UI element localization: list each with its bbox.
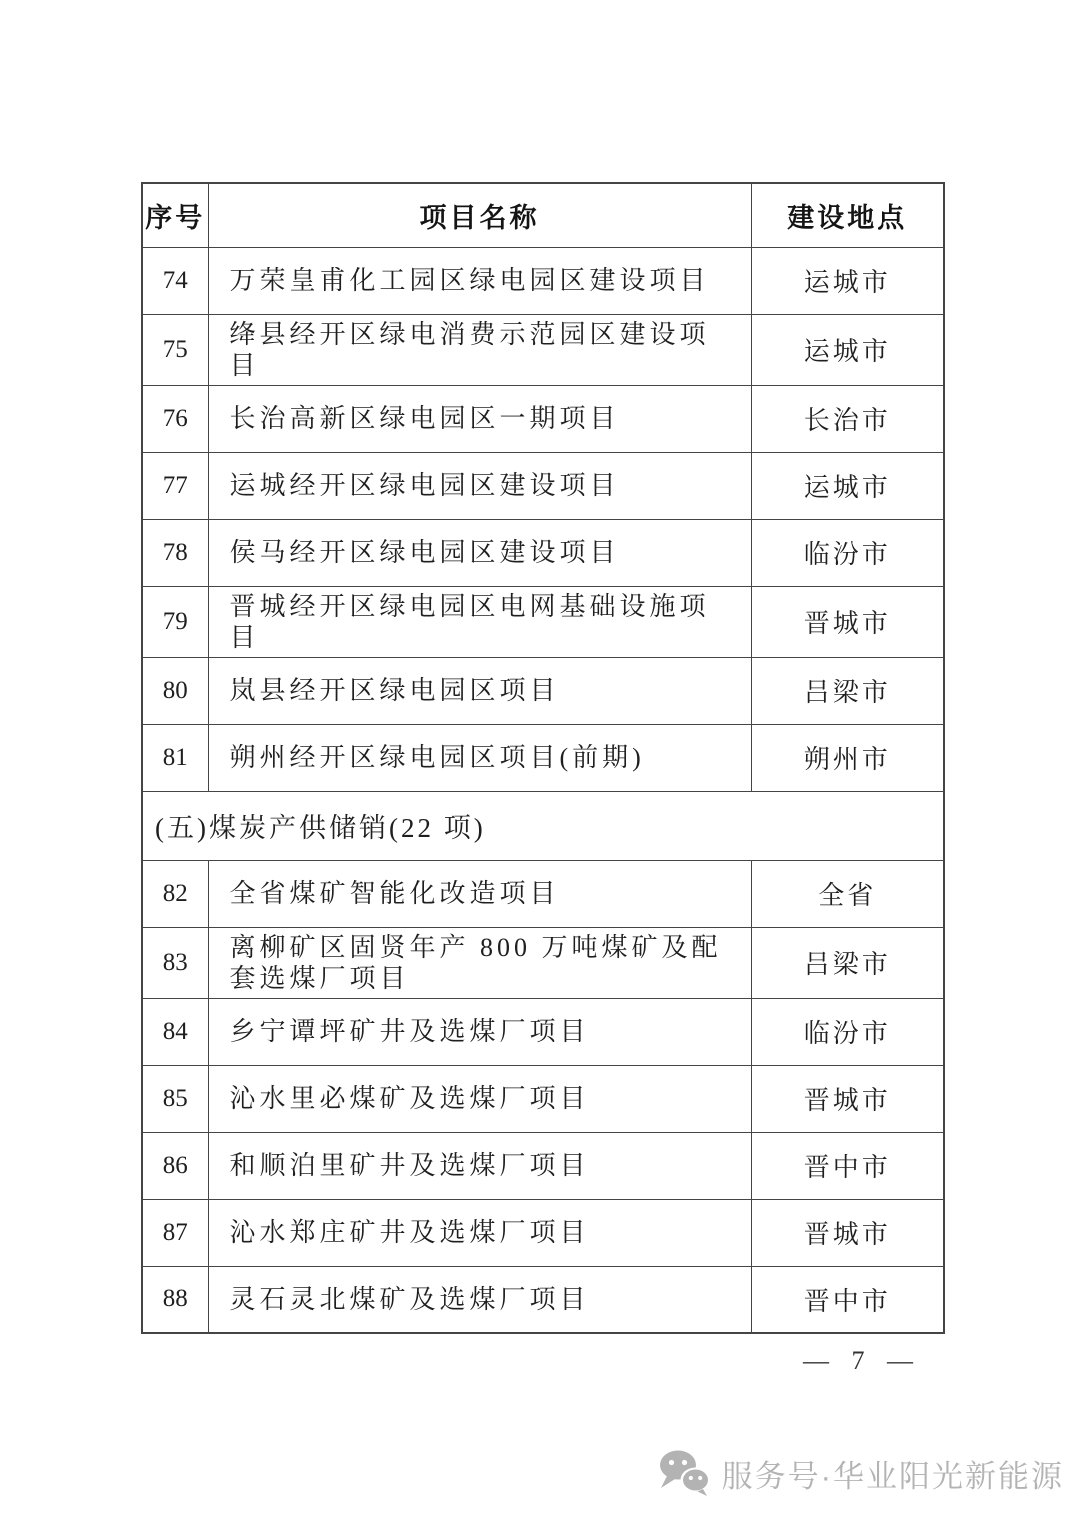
cell-project-name: 侯马经开区绿电园区建设项目	[208, 519, 751, 586]
cell-serial-number: 79	[142, 586, 208, 657]
wechat-badge-label: 服务号·华业阳光新能源	[721, 1458, 1064, 1494]
cell-project-name: 沁水里必煤矿及选煤厂项目	[208, 1065, 751, 1132]
cell-serial-number: 87	[142, 1199, 208, 1266]
cell-location: 晋城市	[751, 1199, 944, 1266]
table-row	[142, 385, 944, 452]
cell-location: 晋城市	[751, 586, 944, 657]
cell-location: 运城市	[751, 247, 944, 314]
cell-project-name: 乡宁谭坪矿井及选煤厂项目	[208, 998, 751, 1065]
cell-serial-number: 80	[142, 657, 208, 724]
cell-location: 吕梁市	[751, 927, 944, 998]
cell-project-name: 灵石灵北煤矿及选煤厂项目	[208, 1266, 751, 1333]
table-header-row	[142, 183, 944, 247]
cell-serial-number: 75	[142, 314, 208, 385]
cell-serial-number: 81	[142, 724, 208, 791]
cell-serial-number: 86	[142, 1132, 208, 1199]
table-row	[142, 927, 944, 998]
wechat-service-badge	[657, 1448, 1064, 1498]
cell-project-name: 沁水郑庄矿井及选煤厂项目	[208, 1199, 751, 1266]
column-header-serial: 序号	[142, 183, 208, 247]
projects-table	[141, 182, 945, 1334]
cell-location: 吕梁市	[751, 657, 944, 724]
cell-project-name: 全省煤矿智能化改造项目	[208, 860, 751, 927]
cell-location: 晋中市	[751, 1266, 944, 1333]
cell-project-name: 长治高新区绿电园区一期项目	[208, 385, 751, 452]
cell-location: 全省	[751, 860, 944, 927]
cell-project-name: 运城经开区绿电园区建设项目	[208, 452, 751, 519]
table-row	[142, 247, 944, 314]
cell-project-name: 岚县经开区绿电园区项目	[208, 657, 751, 724]
table-row	[142, 452, 944, 519]
cell-location: 朔州市	[751, 724, 944, 791]
column-header-project-name: 项目名称	[208, 183, 751, 247]
cell-serial-number: 88	[142, 1266, 208, 1333]
cell-project-name: 绛县经开区绿电消费示范园区建设项目	[208, 314, 751, 385]
table-row	[142, 519, 944, 586]
cell-project-name: 朔州经开区绿电园区项目(前期)	[208, 724, 751, 791]
cell-location: 长治市	[751, 385, 944, 452]
table-row	[142, 657, 944, 724]
cell-location: 临汾市	[751, 998, 944, 1065]
cell-location: 临汾市	[751, 519, 944, 586]
table-row	[142, 998, 944, 1065]
cell-location: 晋中市	[751, 1132, 944, 1199]
cell-serial-number: 78	[142, 519, 208, 586]
cell-serial-number: 83	[142, 927, 208, 998]
table-row	[142, 586, 944, 657]
cell-project-name: 万荣皇甫化工园区绿电园区建设项目	[208, 247, 751, 314]
table-row	[142, 860, 944, 927]
column-header-location: 建设地点	[751, 183, 944, 247]
table-section-row	[142, 791, 944, 860]
cell-location: 晋城市	[751, 1065, 944, 1132]
cell-project-name: 和顺泊里矿井及选煤厂项目	[208, 1132, 751, 1199]
wechat-icon	[657, 1450, 713, 1496]
table-row	[142, 724, 944, 791]
table-row	[142, 314, 944, 385]
cell-project-name: 离柳矿区固贤年产 800 万吨煤矿及配套选煤厂项目	[208, 927, 751, 998]
cell-project-name: 晋城经开区绿电园区电网基础设施项目	[208, 586, 751, 657]
section-header-label: (五)煤炭产供储销(22 项)	[142, 791, 944, 860]
cell-location: 运城市	[751, 314, 944, 385]
cell-location: 运城市	[751, 452, 944, 519]
cell-serial-number: 82	[142, 860, 208, 927]
table-row	[142, 1065, 944, 1132]
cell-serial-number: 77	[142, 452, 208, 519]
page-number: — 7 —	[803, 1346, 921, 1375]
cell-serial-number: 84	[142, 998, 208, 1065]
cell-serial-number: 76	[142, 385, 208, 452]
table-row	[142, 1132, 944, 1199]
cell-serial-number: 74	[142, 247, 208, 314]
cell-serial-number: 85	[142, 1065, 208, 1132]
table-row	[142, 1199, 944, 1266]
table-row	[142, 1266, 944, 1333]
